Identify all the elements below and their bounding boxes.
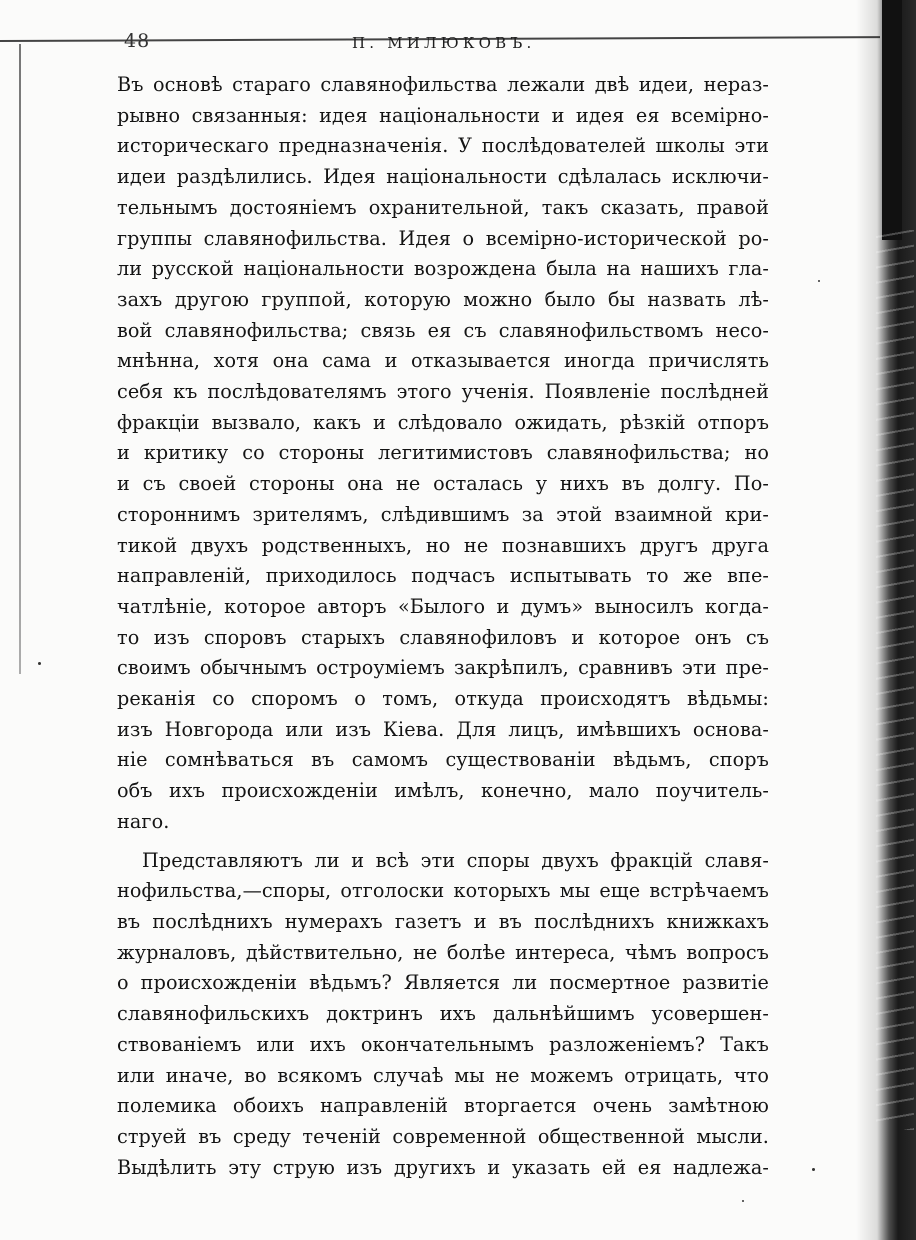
text-line: тельнымъ достояніемъ охранительной, такъ сказать, правой [117, 195, 769, 219]
text-line: ли русской національности возрождена была на нашихъ гла- [117, 257, 769, 281]
text-line: о происхожденіи вѣдьмъ? Является ли посмертное развитіе [117, 971, 769, 995]
text-line: тикой двухъ родственныхъ, но не познавшихъ другъ друга [117, 533, 769, 557]
text-line: и съ своей стороны она не осталась у нихъ въ долгу. По- [117, 472, 769, 496]
text-line: то изъ споровъ старыхъ славянофиловъ и которое онъ съ [117, 625, 769, 649]
scan-speck [742, 1200, 744, 1202]
binding-dark-strip [882, 0, 902, 240]
text-line: въ послѣднихъ нумерахъ газетъ и въ послѣднихъ книжкахъ [117, 909, 769, 933]
text-line: рывно связанныя: идея національности и идея ея всемірно- [117, 103, 769, 127]
scan-speck [38, 662, 41, 665]
text-line: струей въ среду теченій современной общественной мысли. [117, 1124, 769, 1148]
text-line: изъ Новгорода или изъ Кіева. Для лицъ, имѣвшихъ основа- [117, 717, 769, 741]
text-line: или иначе, во всякомъ случаѣ мы не можемъ отрицать, что [117, 1063, 769, 1087]
paragraph-1 [117, 70, 769, 838]
text-line: объ ихъ происхожденіи имѣлъ, конечно, мало поучитель- [117, 779, 769, 803]
text-line-content: Представляютъ ли и всѣ эти споры двухъ фракцій славя- [142, 848, 769, 872]
body-text [117, 70, 769, 1183]
text-line: направленій, приходилось подчасъ испытывать то же впе- [117, 564, 769, 588]
running-head: П. МИЛЮКОВЪ. [352, 34, 536, 52]
text-line [117, 846, 769, 877]
scan-speck [818, 280, 820, 282]
text-line: ствованіемъ или ихъ окончательнымъ разложеніемъ? Такъ [117, 1032, 769, 1056]
text-line: Въ основѣ стараго славянофильства лежали двѣ идеи, нераз- [117, 73, 769, 96]
text-line: журналовъ, дѣйствительно, не болѣе интереса, чѣмъ вопросъ [117, 940, 769, 964]
text-line: стороннимъ зрителямъ, слѣдившимъ за этой взаимной кри- [117, 502, 769, 526]
text-line: и критику со стороны легитимистовъ славянофильства; но [117, 441, 769, 465]
text-line: чатлѣніе, которое авторъ «Былого и думъ» выносилъ когда- [117, 594, 769, 618]
text-line: фракціи вызвало, какъ и слѣдовало ожидать, рѣзкій отпоръ [117, 410, 769, 434]
text-line: наго. [117, 809, 170, 833]
paragraph-2 [117, 846, 769, 1184]
text-line: Выдѣлить эту струю изъ другихъ и указать ей ея надлежа- [117, 1155, 769, 1179]
left-page-edge [19, 44, 21, 674]
page-header [124, 28, 764, 58]
text-line: группы славянофильства. Идея о всемірно-исторической ро- [117, 226, 769, 250]
text-line: славянофильскихъ доктринъ ихъ дальнѣйшимъ усовершен- [117, 1002, 769, 1026]
text-line: историческаго предназначенія. У послѣдователей школы эти [117, 134, 769, 158]
text-line: своимъ обычнымъ остроуміемъ закрѣпилъ, сравнивъ эти пре- [117, 656, 769, 680]
binding-speckle [876, 230, 914, 1130]
scan-speck [812, 1168, 815, 1171]
page-number: 48 [124, 30, 151, 52]
text-line: нофильства,—споры, отголоски которыхъ мы еще встрѣчаемъ [117, 879, 769, 903]
text-line: ніе сомнѣваться въ самомъ существованіи вѣдьмъ, споръ [117, 748, 769, 772]
text-line: захъ другою группой, которую можно было бы назвать лѣ- [117, 287, 769, 311]
text-line: полемика обоихъ направленій вторгается очень замѣтною [117, 1094, 769, 1118]
text-line: мнѣнна, хотя она сама и отказывается иногда причислять [117, 349, 769, 373]
text-line: идеи раздѣлились. Идея національности сдѣлалась исключи- [117, 165, 769, 189]
text-line: реканія со споромъ о томъ, откуда происходятъ вѣдьмы: [117, 687, 769, 711]
text-line: себя къ послѣдователямъ этого ученія. Появленіе послѣдней [117, 380, 769, 404]
text-line: вой славянофильства; связь ея съ славянофильствомъ несо- [117, 318, 769, 342]
